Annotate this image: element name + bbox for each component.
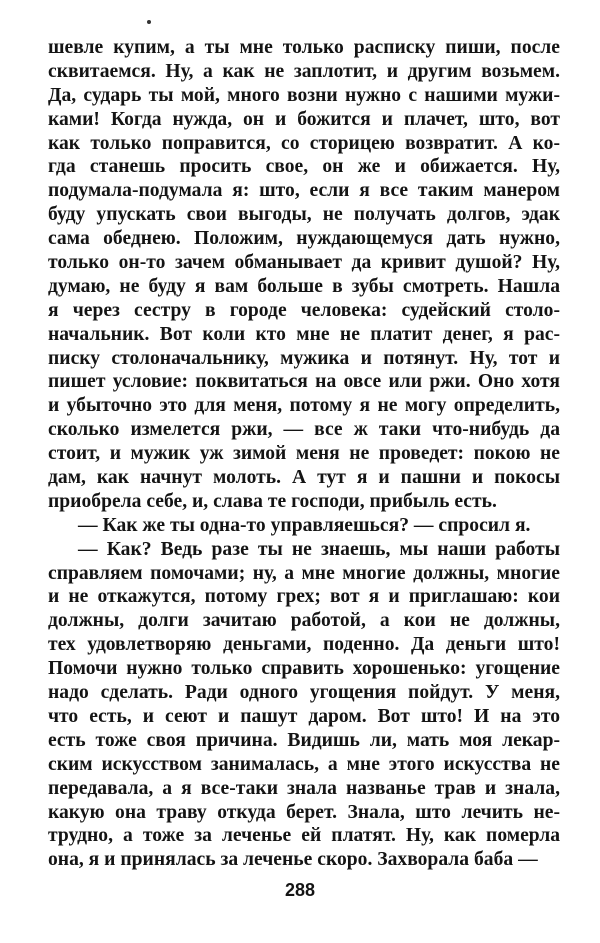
text-line: надо сделать. Ради одного угощения пойдут. У меня, xyxy=(48,682,560,704)
text-line: думаю, не буду я вам больше в зубы смотреть. Нашла xyxy=(48,275,560,297)
text-line: буду упускать свои выгоды, не получать долгов, эдак xyxy=(48,204,560,226)
text-line: должны, долги зачитаю работой, а кои не должны, xyxy=(48,610,560,632)
body-text xyxy=(48,36,560,872)
text-line: какую она траву откуда берет. Знала, што лечить не- xyxy=(48,801,560,823)
text-line: ским искусством занималась, а мне этого искусства не xyxy=(48,753,560,775)
text-line: пишет условие: поквитаться на овсе или ржи. Оно хотя xyxy=(48,371,560,393)
text-line: — Как же ты одна-то управляешься? — спросил я. xyxy=(78,514,531,536)
text-line: есть тоже своя причина. Видишь ли, мать моя лекар- xyxy=(48,729,560,751)
text-line: писку столоначальнику, мужика и потянут. Ну, тот и xyxy=(48,347,560,369)
text-line: трудно, а тоже за леченье ей платят. Ну, как померла xyxy=(48,825,560,847)
text-line: как только поправится, со сторицею возвратит. А ко- xyxy=(48,132,560,154)
text-line: только он-то зачем обманывает да кривит душой? Ну, xyxy=(48,252,560,274)
text-line: Помочи нужно только справить хорошенько: угощение xyxy=(48,658,560,680)
text-line: справляем помочами; ну, а мне многие должны, многие xyxy=(48,562,560,584)
text-line: сама обеднею. Положим, нуждающемуся дать нужно, xyxy=(48,228,560,250)
text-line: гда станешь просить свое, он же и обижается. Ну, xyxy=(48,156,560,178)
text-line: и убыточно это для меня, потому я не могу определить, xyxy=(48,395,560,417)
page-number: 288 xyxy=(284,880,316,900)
text-line: стоит, и мужик уж зимой меня не проведет: покою не xyxy=(48,443,560,465)
text-line: сквитаемся. Ну, а как не заплотит, и другим возьмем. xyxy=(48,60,560,82)
print-mark xyxy=(147,20,151,24)
text-line: подумала-подумала я: што, если я все таким манером xyxy=(48,180,560,202)
text-line: шевле купим, а ты мне только расписку пиши, после xyxy=(48,37,560,58)
text-line: тех удовлетворяю деньгами, поденно. Да деньги што! xyxy=(48,634,560,656)
text-line: что есть, и сеют и пашут даром. Вот што! И на это xyxy=(48,705,560,727)
text-line: и не откажутся, потому грех; вот я и приглашаю: кои xyxy=(48,586,560,608)
text-line: передавала, а я все-таки знала названье трав и знала, xyxy=(48,777,560,799)
text-line: начальник. Вот коли кто мне не платит денег, я рас- xyxy=(48,323,560,345)
text-line: Да, сударь ты мой, много возни нужно с нашими мужи- xyxy=(48,84,560,106)
text-line: я через сестру в городе человека: судейский столо- xyxy=(48,299,560,321)
text-line: она, я и принялась за леченье скоро. Захворала баба — xyxy=(48,849,538,871)
text-line: ками! Когда нужда, он и божится и плачет, што, вот xyxy=(48,108,560,130)
text-line: — Как? Ведь разе ты не знаешь, мы наши работы xyxy=(78,538,560,560)
text-line: сколько измелется ржи, — все ж таки что-нибудь да xyxy=(48,419,560,441)
text-line: дам, как начнут молоть. А тут я и пашни и покосы xyxy=(48,467,560,489)
text-line: приобрела себе, и, слава те господи, прибыль есть. xyxy=(48,490,497,512)
